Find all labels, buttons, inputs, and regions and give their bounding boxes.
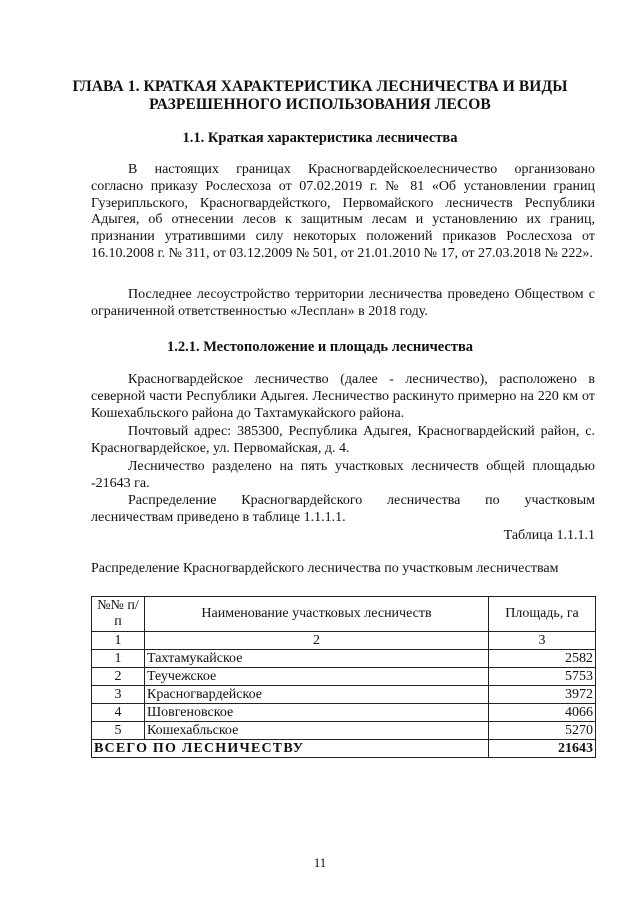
forestry-name: Тахтамукайское bbox=[145, 650, 489, 668]
forestry-area: 2582 bbox=[489, 650, 596, 668]
forestry-area: 4066 bbox=[489, 704, 596, 722]
table-row bbox=[92, 722, 596, 740]
column-number: 2 bbox=[145, 632, 489, 650]
table-title: Распределение Красногвардейского лесничества по участковым лесничествам bbox=[91, 561, 559, 576]
forestry-name: Красногвардейское bbox=[145, 686, 489, 704]
total-value: 21643 bbox=[489, 740, 596, 758]
total-label: ВСЕГО ПО ЛЕСНИЧЕСТВУ bbox=[92, 740, 489, 758]
section-heading-1-2-1: 1.2.1. Местоположение и площадь лесничества bbox=[166, 339, 474, 355]
forestry-distribution-table bbox=[91, 596, 596, 758]
table-row bbox=[92, 704, 596, 722]
forestry-area: 3972 bbox=[489, 686, 596, 704]
forestry-name: Теучежское bbox=[145, 668, 489, 686]
paragraph-area: Лесничество разделено на пять участковых лесничеств общей площадью -21643 га. bbox=[91, 459, 595, 491]
paragraph-founding: В настоящих границах Красногвардейскоелесничество организовано согласно приказу Рослесхоза от 07.02.2019 г. № 81 «Об установлении границ Гузерипльского, Красногвардейсткого, Первомайского лесничеств Республики Адыгея, об отнесении лесов к защитным лесам и установлению их границ, признании утратившими силу некоторых положений приказов Рослесхоза от 16.10.2008 г. № 311, от 03.12.2009 № 501, от 21.01.2010 № 17, от 27.03.2018 № 222». bbox=[91, 162, 595, 261]
paragraph-postal-address: Почтовый адрес: 385300, Республика Адыгея, Красногвардейский район, с. Красногвардейское, ул. Первомайская, д. 4. bbox=[91, 424, 595, 456]
forestry-area: 5753 bbox=[489, 668, 596, 686]
header-number: №№ п/п bbox=[92, 597, 145, 632]
header-name: Наименование участковых лесничеств bbox=[145, 597, 489, 632]
paragraph-forest-survey: Последнее лесоустройство территории лесничества проведено Обществом с ограниченной ответственностью «Лесплан» в 2018 году. bbox=[91, 287, 595, 319]
paragraph-distribution: Распределение Красногвардейского лесничества по участковым лесничествам приведено в таблице 1.1.1.1. bbox=[91, 493, 595, 525]
row-number: 3 bbox=[92, 686, 145, 704]
header-area: Площадь, га bbox=[489, 597, 596, 632]
row-number: 2 bbox=[92, 668, 145, 686]
table-row bbox=[92, 650, 596, 668]
forestry-name: Шовгеновское bbox=[145, 704, 489, 722]
chapter-title: ГЛАВА 1. КРАТКАЯ ХАРАКТЕРИСТИКА ЛЕСНИЧЕСТВА И ВИДЫ РАЗРЕШЕННОГО ИСПОЛЬЗОВАНИЯ ЛЕСОВ bbox=[72, 78, 568, 113]
column-number-row bbox=[92, 632, 596, 650]
row-number: 1 bbox=[92, 650, 145, 668]
row-number: 5 bbox=[92, 722, 145, 740]
forestry-name: Кошехабльское bbox=[145, 722, 489, 740]
page-number: 11 bbox=[313, 855, 327, 870]
section-heading-1-1: 1.1. Краткая характеристика лесничества bbox=[182, 130, 458, 146]
paragraph-location: Красногвардейское лесничество (далее - лесничество), расположено в северной части Республики Адыгея. Лесничество раскинуто примерно на 220 км от Кошехабльского района до Тахтамукайского района. bbox=[91, 372, 595, 421]
column-number: 1 bbox=[92, 632, 145, 650]
table-total-row bbox=[92, 740, 596, 758]
table-row bbox=[92, 686, 596, 704]
forestry-area: 5270 bbox=[489, 722, 596, 740]
table-row bbox=[92, 668, 596, 686]
column-number: 3 bbox=[489, 632, 596, 650]
table-reference: Таблица 1.1.1.1 bbox=[503, 528, 595, 543]
row-number: 4 bbox=[92, 704, 145, 722]
table-header-row bbox=[92, 597, 596, 632]
